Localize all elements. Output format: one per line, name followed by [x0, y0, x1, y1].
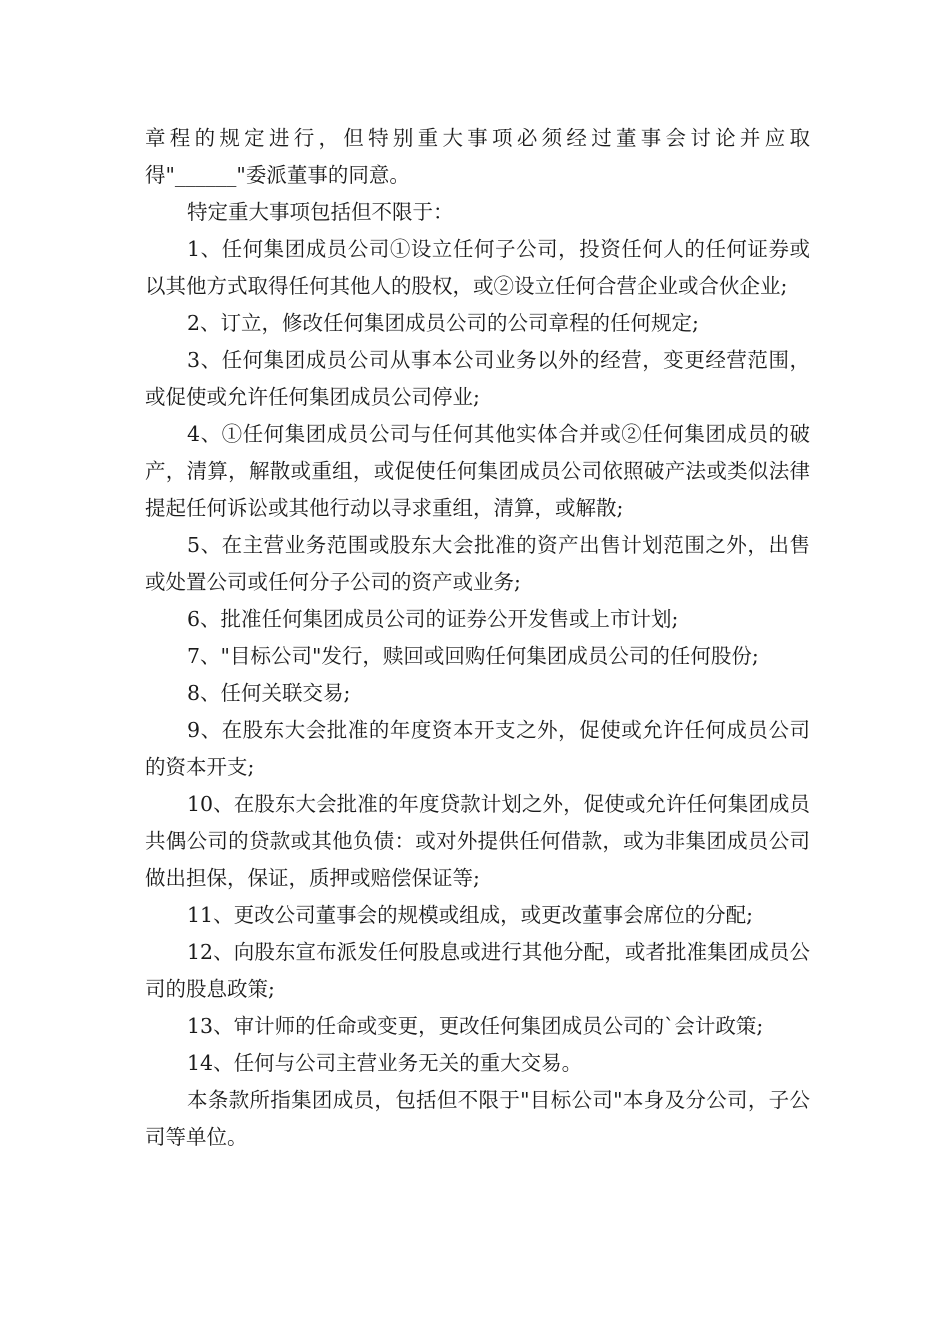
list-item-5: 5、在主营业务范围或股东大会批准的资产出售计划范围之外，出售或处置公司或任何分子公司的资产或业务;: [145, 533, 810, 594]
list-item-12: 12、向股东宣布派发任何股息或进行其他分配，或者批准集团成员公司的股息政策;: [145, 940, 810, 1001]
paragraph-definition: 本条款所指集团成员，包括但不限于"目标公司"本身及分公司，子公司等单位。: [145, 1088, 810, 1149]
list-item-1: 1、任何集团成员公司①设立任何子公司，投资任何人的任何证券或以其他方式取得任何其他人的股权，或②设立任何合营企业或合伙企业;: [145, 237, 810, 298]
paragraph-continuation: 章程的规定进行，但特别重大事项必须经过董事会讨论并应取得"______"委派董事的同意。: [145, 126, 810, 187]
paragraph-intro: 特定重大事项包括但不限于：: [187, 200, 454, 224]
list-item-11: 11、更改公司董事会的规模或组成，或更改董事会席位的分配;: [187, 903, 753, 927]
list-item-13: 13、审计师的任命或变更，更改任何集团成员公司的`会计政策;: [187, 1014, 764, 1038]
list-item-6: 6、批准任何集团成员公司的证券公开发售或上市计划;: [187, 607, 679, 631]
list-item-9: 9、在股东大会批准的年度资本开支之外，促使或允许任何成员公司的资本开支;: [145, 718, 810, 779]
list-item-7: 7、"目标公司"发行，赎回或回购任何集团成员公司的任何股份;: [187, 644, 759, 668]
list-item-8: 8、任何关联交易;: [187, 681, 351, 705]
document-body: [145, 120, 810, 1156]
list-item-2: 2、订立，修改任何集团成员公司的公司章程的任何规定;: [187, 311, 699, 335]
list-item-4: 4、①任何集团成员公司与任何其他实体合并或②任何集团成员的破产，清算，解散或重组，或促使任何集团成员公司依照破产法或类似法律提起任何诉讼或其他行动以寻求重组，清算，或解散;: [145, 422, 810, 520]
list-item-14: 14、任何与公司主营业务无关的重大交易。: [187, 1051, 583, 1075]
list-item-10: 10、在股东大会批准的年度贷款计划之外，促使或允许任何集团成员共偶公司的贷款或其他负债：或对外提供任何借款，或为非集团成员公司做出担保，保证，质押或赔偿保证等;: [145, 792, 810, 890]
list-item-3: 3、任何集团成员公司从事本公司业务以外的经营，变更经营范围，或促使或允许任何集团成员公司停业;: [145, 348, 810, 409]
